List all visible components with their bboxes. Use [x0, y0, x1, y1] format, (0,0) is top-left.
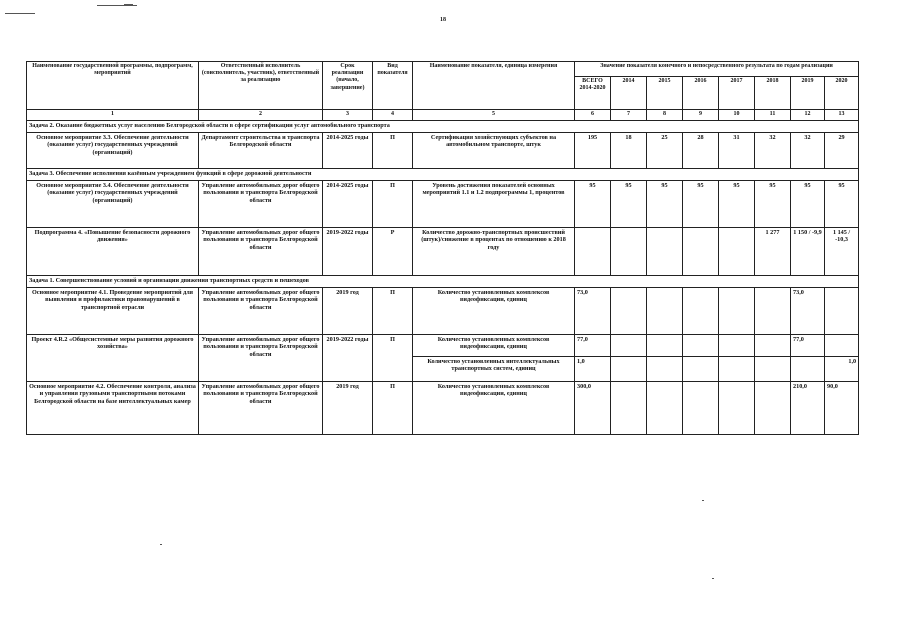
scan-mark [97, 5, 137, 6]
value-2019 [791, 357, 825, 382]
value-2017 [719, 288, 755, 335]
row-name: Основное мероприятие 4.1. Проведение мероприятий для выявления и профилактики правонарушений в транспортной отрасли [27, 288, 199, 335]
value-2017 [719, 382, 755, 435]
row-kind: П [373, 382, 413, 435]
task-2-title: Задача 2. Оказание бюджетных услуг населению Белгородской области в сфере сертификации услуг автомобильного транспорта [27, 121, 859, 133]
header-year-2019: 2019 [791, 77, 825, 110]
header-year-2016: 2016 [683, 77, 719, 110]
header-year-2018: 2018 [755, 77, 791, 110]
col-number: 12 [791, 110, 825, 121]
value-total: 73,0 [575, 288, 611, 335]
value-2016: 28 [683, 133, 719, 169]
header-total: ВСЕГО 2014-2020 [575, 77, 611, 110]
value-2020: 1 145 / -10,3 [825, 228, 859, 276]
header-indicator-name: Наименование показателя, единица измерения [413, 62, 575, 110]
table-row [27, 228, 859, 276]
row-executor: Управление автомобильных дорог общего пользования и транспорта Белгородской области [199, 181, 323, 228]
header-indicator-kind: Вид показателя [373, 62, 413, 110]
value-2018 [755, 288, 791, 335]
value-2016 [683, 288, 719, 335]
value-2015 [647, 382, 683, 435]
task-row [27, 169, 859, 181]
value-2018 [755, 335, 791, 357]
value-2014: 18 [611, 133, 647, 169]
value-2019: 73,0 [791, 288, 825, 335]
table-row [27, 181, 859, 228]
row-indicator: Количество установленных комплексов видеофиксации, единиц [413, 335, 575, 357]
scan-mark [5, 13, 35, 14]
value-2015 [647, 335, 683, 357]
task-3-title: Задача 3. Обеспечение исполнения казённым учреждением функций в сфере дорожной деятельности [27, 169, 859, 181]
scan-mark [712, 578, 714, 579]
row-indicator: Уровень достижения показателей основных мероприятий 1.1 и 1.2 подпрограммы 1, процентов [413, 181, 575, 228]
table-header-row [27, 62, 859, 77]
header-term: Срок реализации (начало, завершение) [323, 62, 373, 110]
col-number: 6 [575, 110, 611, 121]
header-year-2020: 2020 [825, 77, 859, 110]
row-indicator: Сертификация хозяйствующих субъектов на автомобильном транспорте, штук [413, 133, 575, 169]
value-2016 [683, 382, 719, 435]
value-2014 [611, 357, 647, 382]
row-indicator: Количество установленных комплексов видеофиксации, единиц [413, 288, 575, 335]
value-2014 [611, 228, 647, 276]
row-term: 2019 год [323, 288, 373, 335]
value-2019: 210,0 [791, 382, 825, 435]
value-2015: 95 [647, 181, 683, 228]
value-total: 77,0 [575, 335, 611, 357]
row-indicator: Количество установленных комплексов видеофиксации, единиц [413, 382, 575, 435]
row-name: Основное мероприятие 3.3. Обеспечение деятельности (оказание услуг) государственных учреждений (организаций) [27, 133, 199, 169]
col-number: 1 [27, 110, 199, 121]
col-number: 13 [825, 110, 859, 121]
value-total: 300,0 [575, 382, 611, 435]
row-term: 2014-2025 годы [323, 181, 373, 228]
col-number: 11 [755, 110, 791, 121]
row-name: Основное мероприятие 3.4. Обеспечение деятельности (оказание услуг) государственных учреждений (организаций) [27, 181, 199, 228]
value-2017 [719, 228, 755, 276]
page-number: 18 [440, 17, 446, 23]
header-executor: Ответственный исполнитель (соисполнитель, участник), ответственный за реализацию [199, 62, 323, 110]
value-total: 95 [575, 181, 611, 228]
table-row [27, 288, 859, 335]
col-number: 3 [323, 110, 373, 121]
value-2015 [647, 228, 683, 276]
column-numbers-row [27, 110, 859, 121]
header-values-group: Значение показателя конечного и непосредственного результата по годам реализации [575, 62, 859, 77]
value-total: 1,0 [575, 357, 611, 382]
indicators-table [26, 61, 859, 435]
value-2020: 95 [825, 181, 859, 228]
value-2017: 95 [719, 181, 755, 228]
value-2014: 95 [611, 181, 647, 228]
row-kind: П [373, 288, 413, 335]
row-executor: Управление автомобильных дорог общего пользования и транспорта Белгородской области [199, 382, 323, 435]
header-year-2014: 2014 [611, 77, 647, 110]
table-row [27, 133, 859, 169]
value-2019: 1 150 / -9,9 [791, 228, 825, 276]
value-2020 [825, 288, 859, 335]
value-2020 [825, 335, 859, 357]
row-kind: П [373, 181, 413, 228]
header-year-2015: 2015 [647, 77, 683, 110]
value-2020: 1,0 [825, 357, 859, 382]
value-2019: 95 [791, 181, 825, 228]
value-2018 [755, 382, 791, 435]
row-executor: Департамент строительства и транспорта Белгородской области [199, 133, 323, 169]
value-2020: 90,0 [825, 382, 859, 435]
value-total [575, 228, 611, 276]
row-name: Подпрограмма 4. «Повышение безопасности дорожного движения» [27, 228, 199, 276]
row-name: Проект 4.R.2 «Общесистемные меры развития дорожного хозяйства» [27, 335, 199, 382]
value-2015 [647, 357, 683, 382]
row-executor: Управление автомобильных дорог общего пользования и транспорта Белгородской области [199, 335, 323, 382]
value-2017 [719, 357, 755, 382]
table-row [27, 335, 859, 357]
table-row [27, 382, 859, 435]
row-term: 2014-2025 годы [323, 133, 373, 169]
col-number: 9 [683, 110, 719, 121]
value-2016 [683, 357, 719, 382]
task-row [27, 121, 859, 133]
value-2015 [647, 288, 683, 335]
value-2014 [611, 382, 647, 435]
header-year-2017: 2017 [719, 77, 755, 110]
value-2016 [683, 228, 719, 276]
row-kind: П [373, 133, 413, 169]
value-2017: 31 [719, 133, 755, 169]
row-term: 2019 год [323, 382, 373, 435]
row-executor: Управление автомобильных дорог общего пользования и транспорта Белгородской области [199, 228, 323, 276]
scan-mark [160, 544, 162, 545]
col-number: 10 [719, 110, 755, 121]
scan-mark [702, 500, 704, 501]
col-number: 4 [373, 110, 413, 121]
task-1-title: Задача 1. Совершенствование условий и организации движения транспортных средств и пешеходов [27, 276, 859, 288]
value-2018: 32 [755, 133, 791, 169]
value-2015: 25 [647, 133, 683, 169]
scan-mark [124, 4, 133, 5]
col-number: 5 [413, 110, 575, 121]
row-kind: Р [373, 228, 413, 276]
value-2014 [611, 288, 647, 335]
value-total: 195 [575, 133, 611, 169]
row-name: Основное мероприятие 4.2. Обеспечение контроля, анализа и управления грузовыми транспортными потоками Белгородской области на базе интеллектуальных камер [27, 382, 199, 435]
value-2014 [611, 335, 647, 357]
value-2017 [719, 335, 755, 357]
col-number: 8 [647, 110, 683, 121]
row-indicator: Количество установленных интеллектуальных транспортных систем, единиц [413, 357, 575, 382]
value-2016: 95 [683, 181, 719, 228]
col-number: 2 [199, 110, 323, 121]
value-2018 [755, 357, 791, 382]
row-term: 2019-2022 годы [323, 335, 373, 382]
value-2016 [683, 335, 719, 357]
col-number: 7 [611, 110, 647, 121]
value-2018: 95 [755, 181, 791, 228]
row-indicator: Количество дорожно-транспортных происшествий (штук)/снижение в процентах по отношению к 2018 году [413, 228, 575, 276]
row-executor: Управление автомобильных дорог общего пользования и транспорта Белгородской области [199, 288, 323, 335]
value-2020: 29 [825, 133, 859, 169]
value-2018: 1 277 [755, 228, 791, 276]
task-row [27, 276, 859, 288]
header-program-name: Наименование государственной программы, подпрограмм, мероприятий [27, 62, 199, 110]
row-term: 2019-2022 годы [323, 228, 373, 276]
value-2019: 32 [791, 133, 825, 169]
value-2019: 77,0 [791, 335, 825, 357]
row-kind: П [373, 335, 413, 382]
